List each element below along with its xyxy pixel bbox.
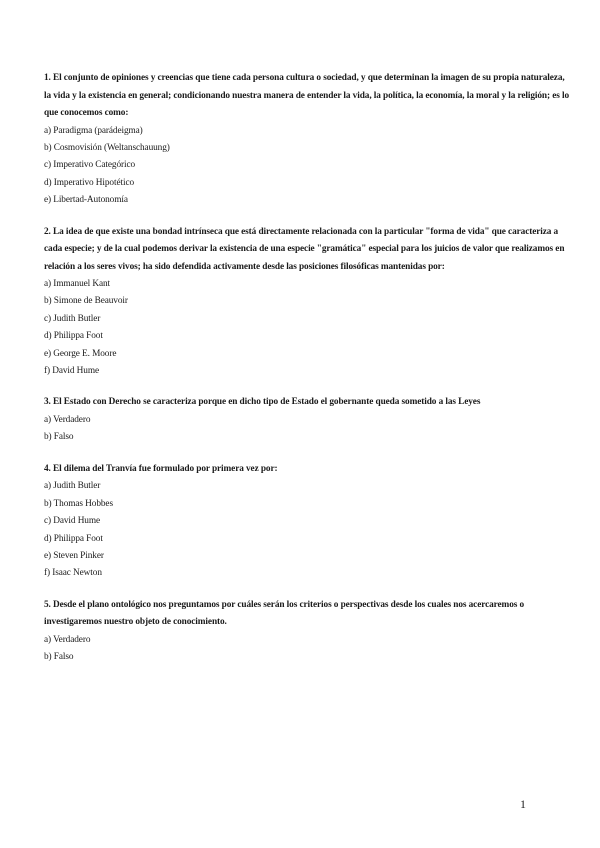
question-stem: 1. El conjunto de opiniones y creencias que tiene cada persona cultura o sociedad, y que determinan la imagen de su propia naturaleza, la vida y la existencia en general; condicionando nuestra manera de entender la vida, la política, la economía, la moral y la religión; es lo que conocemos como:: [44, 73, 570, 118]
questions-list: [44, 70, 572, 681]
option-d: d) Philippa Foot: [44, 533, 103, 544]
question-3: [44, 394, 572, 446]
option-a: a) Immanuel Kant: [44, 279, 111, 290]
question-4: [44, 461, 572, 583]
question-stem: 3. El Estado con Derecho se caracteriza porque en dicho tipo de Estado el gobernante queda sometido a las Leyes: [44, 397, 481, 408]
page-number: 1: [520, 797, 526, 811]
option-a: a) Judith Butler: [44, 481, 101, 492]
option-e: e) Steven Pinker: [44, 550, 104, 561]
question-2: [44, 224, 572, 381]
option-c: c) Imperativo Categórico: [44, 160, 136, 171]
option-d: d) Philippa Foot: [44, 331, 103, 342]
option-b: b) Simone de Beauvoir: [44, 296, 128, 307]
options-list: [44, 412, 572, 447]
question-stem: 5. Desde el plano ontológico nos preguntamos por cuáles serán los criterios o perspectivas desde los cuales nos acercaremos o investigaremos nuestro objeto de conocimiento.: [44, 599, 525, 628]
options-list: [44, 632, 572, 667]
option-b: b) Falso: [44, 432, 74, 443]
option-f: f) David Hume: [44, 366, 99, 377]
question-stem: 2. La idea de que existe una bondad intrínseca que está directamente relacionada con la particular "forma de vida" que caracteriza a cada especie; y de la cual podemos derivar la existencia de una especie "gramática" especial para los juicios de valor que realizamos en relación a los seres vivos; ha sido defendida activamente desde las posiciones filosóficas mantenidas por:: [44, 226, 565, 272]
question-5: [44, 597, 572, 667]
option-e: e) Libertad-Autonomía: [44, 195, 128, 206]
option-c: c) David Hume: [44, 516, 101, 527]
option-a: a) Verdadero: [44, 634, 91, 645]
option-a: a) Paradigma (parádeigma): [44, 125, 143, 136]
option-b: b) Cosmovisión (Weltanschauung): [44, 142, 170, 153]
option-d: d) Imperativo Hipotético: [44, 177, 135, 188]
option-e: e) George E. Moore: [44, 348, 117, 359]
option-b: b) Falso: [44, 652, 74, 663]
question-1: [44, 70, 572, 210]
option-b: b) Thomas Hobbes: [44, 498, 113, 509]
options-list: [44, 123, 572, 210]
option-f: f) Isaac Newton: [44, 568, 102, 579]
options-list: [44, 478, 572, 582]
option-c: c) Judith Butler: [44, 313, 101, 324]
options-list: [44, 276, 572, 380]
option-a: a) Verdadero: [44, 414, 91, 425]
question-stem: 4. El dilema del Tranvía fue formulado por primera vez por:: [44, 463, 278, 474]
